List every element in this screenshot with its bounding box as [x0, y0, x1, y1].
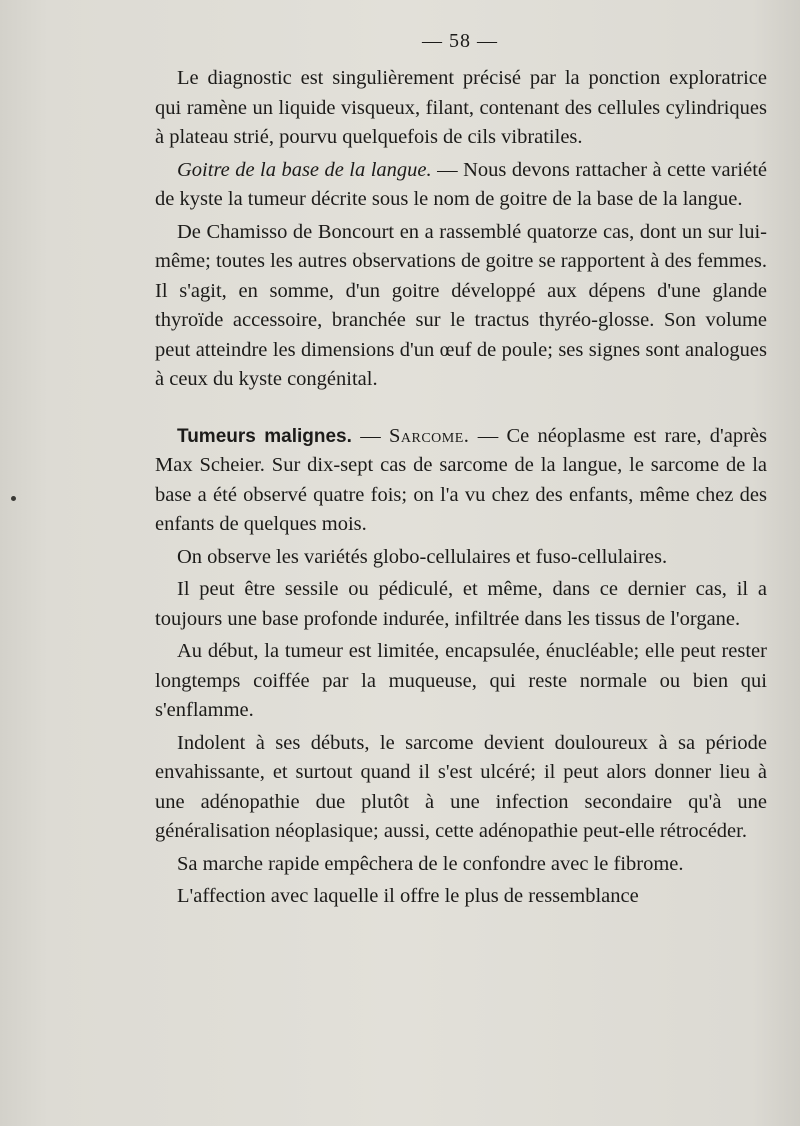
paragraph-indolent: Indolent à ses débuts, le sarcome devient douloureux à sa période envahissante, et surtout quand il s'est ulcéré; il peut alors donner lieu à une adénopathie due plutôt à une infection secondaire qu'à une généralisation néoplasique; aussi, cette adénopathie peut-elle rétrocéder. [155, 731, 767, 842]
stray-ink-dot [11, 496, 16, 501]
heading-tumeurs-malignes: Tumeurs malignes. [177, 425, 352, 447]
paragraph-varietes: On observe les variétés globo-cellulaires et fuso-cellulaires. [177, 545, 668, 568]
paragraph-diagnostic: Le diagnostic est singulièrement précisé par la ponction exploratrice qui ramène un liquide visqueux, filant, contenant des cellules cylindriques à plateau strié, pourvu quelquefois de cils vibratiles. [155, 67, 767, 148]
paragraph-goitre: Goitre de la base de la langue. — Nous devons rattacher à cette variété de kyste la tumeur décrite sous le nom de goitre de la base de la langue. [155, 158, 767, 210]
page-header [0, 30, 800, 53]
paragraph-debut: Au début, la tumeur est limitée, encapsulée, énucléable; elle peut rester longtemps coiffée par la muqueuse, qui reste normale ou bien qui s'enflamme. [155, 640, 767, 721]
paragraph-tumeurs-malignes: Tumeurs malignes. — Sarcome. — Ce néoplasme est rare, d'après Max Scheier. Sur dix-sept cas de sarcome de la langue, le sarcome de la base a été observé quatre fois; on l'a vu chez des enfants, même chez des enfants de quelques mois. [155, 424, 767, 535]
page-number: — 58 — [422, 30, 498, 52]
heading-goitre: Goitre de la base de la langue. [177, 158, 432, 181]
paragraph-marche: Sa marche rapide empêchera de le confondre avec le fibrome. [177, 852, 684, 875]
paragraph-chamisso: De Chamisso de Boncourt en a rassemblé quatorze cas, dont un sur lui-même; toutes les autres observations de goitre se rapportent à des femmes. Il s'agit, en somme, d'un goitre développé aux dépens d'une glande thyroïde accessoire, branchée sur le tractus thyréo-glosse. Son volume peut atteindre les dimensions d'un œuf de poule; ses signes sont analogues à ceux du kyste congénital. [155, 220, 767, 390]
paragraph-affection: L'affection avec laquelle il offre le plus de ressemblance [177, 885, 639, 907]
heading-sarcome: Sarcome. [388, 424, 470, 447]
page-body [155, 60, 767, 915]
section-gap [155, 398, 767, 422]
paragraph-sessile: Il peut être sessile ou pédiculé, et même, dans ce dernier cas, il a toujours une base profonde indurée, infiltrée dans les tissus de l'organe. [155, 578, 767, 630]
